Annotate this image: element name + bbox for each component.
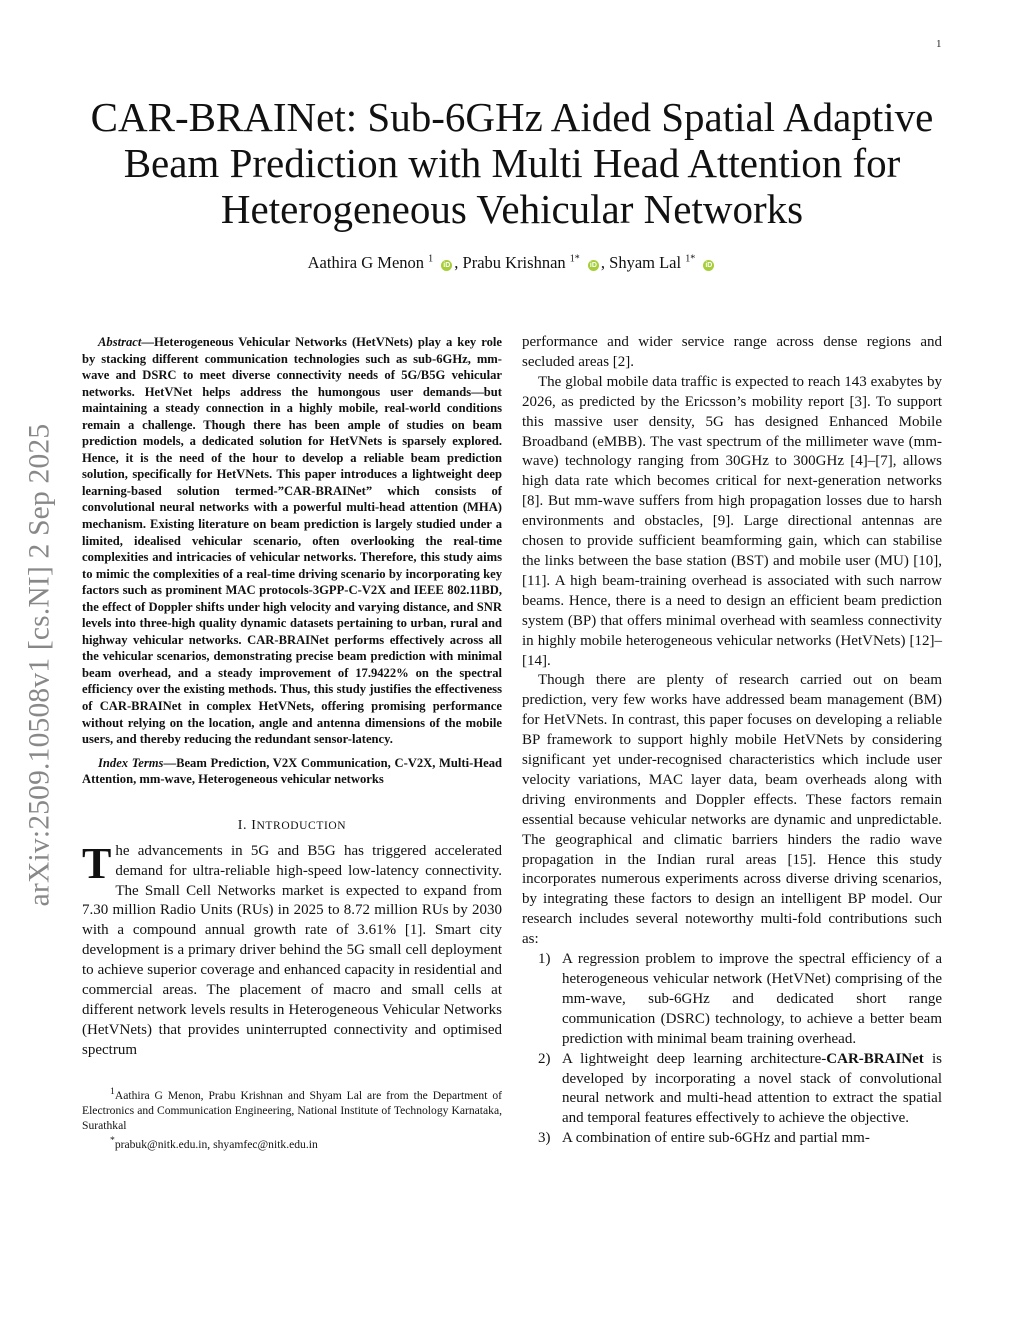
footnote-affiliation xyxy=(82,1084,502,1134)
index-terms-label: Index Terms xyxy=(98,755,164,770)
footnotes xyxy=(82,1084,502,1153)
footnote-marker: 1 xyxy=(110,1085,115,1097)
author-line xyxy=(100,253,924,273)
footnote-emails xyxy=(82,1133,502,1152)
list-item-text-tail: is developed by incorporating a novel stack of convolutional neural network and multi-head attention to extract the spatial and temporal features effectively to achieve the objective. xyxy=(562,1050,942,1127)
list-item-text: A regression problem to improve the spectral efficiency of a heterogeneous vehicular network (HetVNet) comprising of the mm-wave, sub-6GHz and dedicated short range communication (DSRC) technology, to achieve a better beam prediction with minimal beam training overhead. xyxy=(562,951,942,1047)
right-column xyxy=(522,333,942,1149)
orcid-icon[interactable]: iD xyxy=(589,262,597,269)
abstract-label: Abstract xyxy=(98,335,142,349)
intro-paragraph-1-text: he advancements in 5G and B5G has triggered accelerated demand for ultra-reliable high-speed low-latency connectivity. The Small Cell Networks market is expected to expand from 7.30 million Radio Units (RUs) in 2025 to 8.72 million RUs by 2030 with a compound annual growth rate of 3.61% [1]. Smart city development is a primary driver behind the 5G small cell deployment to achieve superior coverage and enhanced capacity in residential and commercial areas. The placement of macro and small cells at different network levels results in Heterogeneous Vehicular Networks (HetVNets) that provides uninterrupted connectivity and optimised spectrum xyxy=(82,842,502,1058)
arxiv-stamp-text: arXiv:2509.10508v1 [cs.NI] 2 Sep 2025 xyxy=(23,423,56,907)
dropcap: T xyxy=(82,838,112,888)
author-name: Prabu Krishnan xyxy=(462,253,566,272)
author-separator: , xyxy=(600,253,610,272)
list-item-bold: CAR-BRAINet xyxy=(826,1050,924,1067)
arxiv-stamp xyxy=(10,388,70,943)
abstract-text: —Heterogeneous Vehicular Networks (HetVNets) play a key role by stacking different communication technologies such as sub-6GHz, mm-wave and DSRC to meet diverse connectivity needs of 5G/B5G vehicular networks. HetVNet helps address the humongous user demands—but maintaining a steady connection in a highly mobile, real-world conditions remain a challenge. Though there has been ample of studies on beam prediction models, a dedicated solution for HetVNets is sparsely explored. Hence, it is the need of the hour to develop a reliable beam prediction solution, specifically for HetVNets. This paper introduces a lightweight deep learning-based solution termed-”CAR-BRAINet” which consists of convolutional neural networks with a powerful multi-head attention (MHA) mechanism. Existing literature on beam prediction is largely studied under a limited, idealised vehicular scenario, often overlooking the real-time complexities and intricacies of vehicular networks. Therefore, this study aims to mimic the complexities of a real-time driving scenario by incorporating key factors such as prominent MAC protocols-3GPP-C-V2X and IEEE 802.11BD, the effect of Doppler shifts under high velocity and varying distance, and SNR levels into three-high quality dynamic datasets pertaining to urban, rural and highway vehicular networks. CAR-BRAINet performs effectively across all the vehicular scenarios, demonstrating precise beam prediction with minimal beam overhead, and a steady improvement of 17.9422% on the spectral efficiency over the existing methods. Thus, this study justifies the effectiveness of CAR-BRAINet in complex HetVNets, offering promising performance without relying on the location, angle and antenna dimensions of the mobile users, and thereby reducing the redundant sensor-latency. xyxy=(82,335,502,747)
list-item xyxy=(522,950,942,1050)
list-item-number: 3) xyxy=(538,1130,551,1147)
paper-title: CAR-BRAINet: Sub-6GHz Aided Spatial Adaptive Beam Prediction with Multi Head Attention for Heterogeneous Vehicular Networks xyxy=(90,94,934,232)
section-first-letter: I xyxy=(251,817,257,833)
list-item-text: A lightweight deep learning architecture- xyxy=(562,1050,827,1067)
author-name: Aathira G Menon xyxy=(307,253,425,272)
list-item-number: 2) xyxy=(538,1050,551,1067)
footnote-emails-text: prabuk@nitk.edu.in, shyamfec@nitk.edu.in xyxy=(114,1138,318,1152)
list-item-number: 1) xyxy=(538,951,551,968)
page-number: 1 xyxy=(936,38,942,50)
section-number: I. xyxy=(237,817,252,833)
list-item xyxy=(522,1129,942,1149)
section-title-rest: NTRODUCTION xyxy=(256,819,347,832)
list-item xyxy=(522,1050,942,1130)
author-name: Shyam Lal xyxy=(609,253,682,272)
footnote-marker: * xyxy=(110,1135,115,1147)
intro-paragraph-1-continued: performance and wider service range across dense regions and secluded areas [2]. xyxy=(522,334,942,370)
author-separator: , xyxy=(454,253,463,272)
section-heading-introduction xyxy=(82,818,502,834)
author-affiliation: 1 xyxy=(428,253,434,265)
contributions-list xyxy=(522,950,942,1149)
intro-paragraph-3: Though there are plenty of research carried out on beam prediction, very few works have addressed beam management (BM) for HetVNets. In contrast, this paper focuses on developing a reliable BP framework to support highly mobile HetVNets by considering significant yet under-recognised characteristics which include user velocity variations, MAC layer data, beam overheads along with driving environments and Doppler effects. These factors remain essential because vehicular networks are dynamic and unpredictable. The geographical and climatic barriers hinders the radio wave propagation in the Indian rural areas [15]. Hence this study incorporates numerous experiments across diverse driving scenarios, by integrating these factors to design an intelligent BP model. Our research includes several noteworthy multi-fold contributions such as: xyxy=(522,672,942,948)
abstract xyxy=(82,334,502,748)
author-affiliation: 1* xyxy=(569,253,580,265)
orcid-icon[interactable]: iD xyxy=(705,262,713,269)
author-affiliation: 1* xyxy=(685,253,696,265)
left-column xyxy=(82,334,502,1153)
list-item-text: A combination of entire sub-6GHz and partial mm- xyxy=(562,1130,870,1147)
intro-paragraph-1 xyxy=(82,838,502,1061)
index-terms xyxy=(82,755,502,788)
orcid-icon[interactable]: iD xyxy=(443,262,451,269)
footnote-affiliation-text: Aathira G Menon, Prabu Krishnan and Shyam Lal are from the Department of Electronics and Communication Engineering, National Institute of Technology Karnataka, Surathkal xyxy=(82,1088,502,1133)
index-terms-text: —Beam Prediction, V2X Communication, C-V2X, Multi-Head Attention, mm-wave, Heterogeneous vehicular networks xyxy=(82,755,503,787)
intro-paragraph-2: The global mobile data traffic is expected to reach 143 exabytes by 2026, as predicted by the Ericsson’s mobility report [3]. To support this massive user density, 5G has designed Enhanced Mobile Broadband (eMBB). The vast spectrum of the millimeter wave (mm-wave) technology ranging from 30GHz to 300GHz [4]–[7], allows high data rate which becomes critical for next-generation networks [8]. But mm-wave suffers from high propagation losses due to harsh environments and obstacles, [9]. Large directional antennas are chosen to provide sufficient beamforming gain, which can stabilise the links between the base station (BST) and mobile user (MU) [10], [11]. A high beam-training overhead is associated with such narrow beams. Hence, there is a need to design an efficient beam prediction system (BP) that offers minimal overhead with seamless connectivity in highly mobile heterogeneous vehicular networks (HetVNets) [12]–[14]. xyxy=(522,373,942,669)
